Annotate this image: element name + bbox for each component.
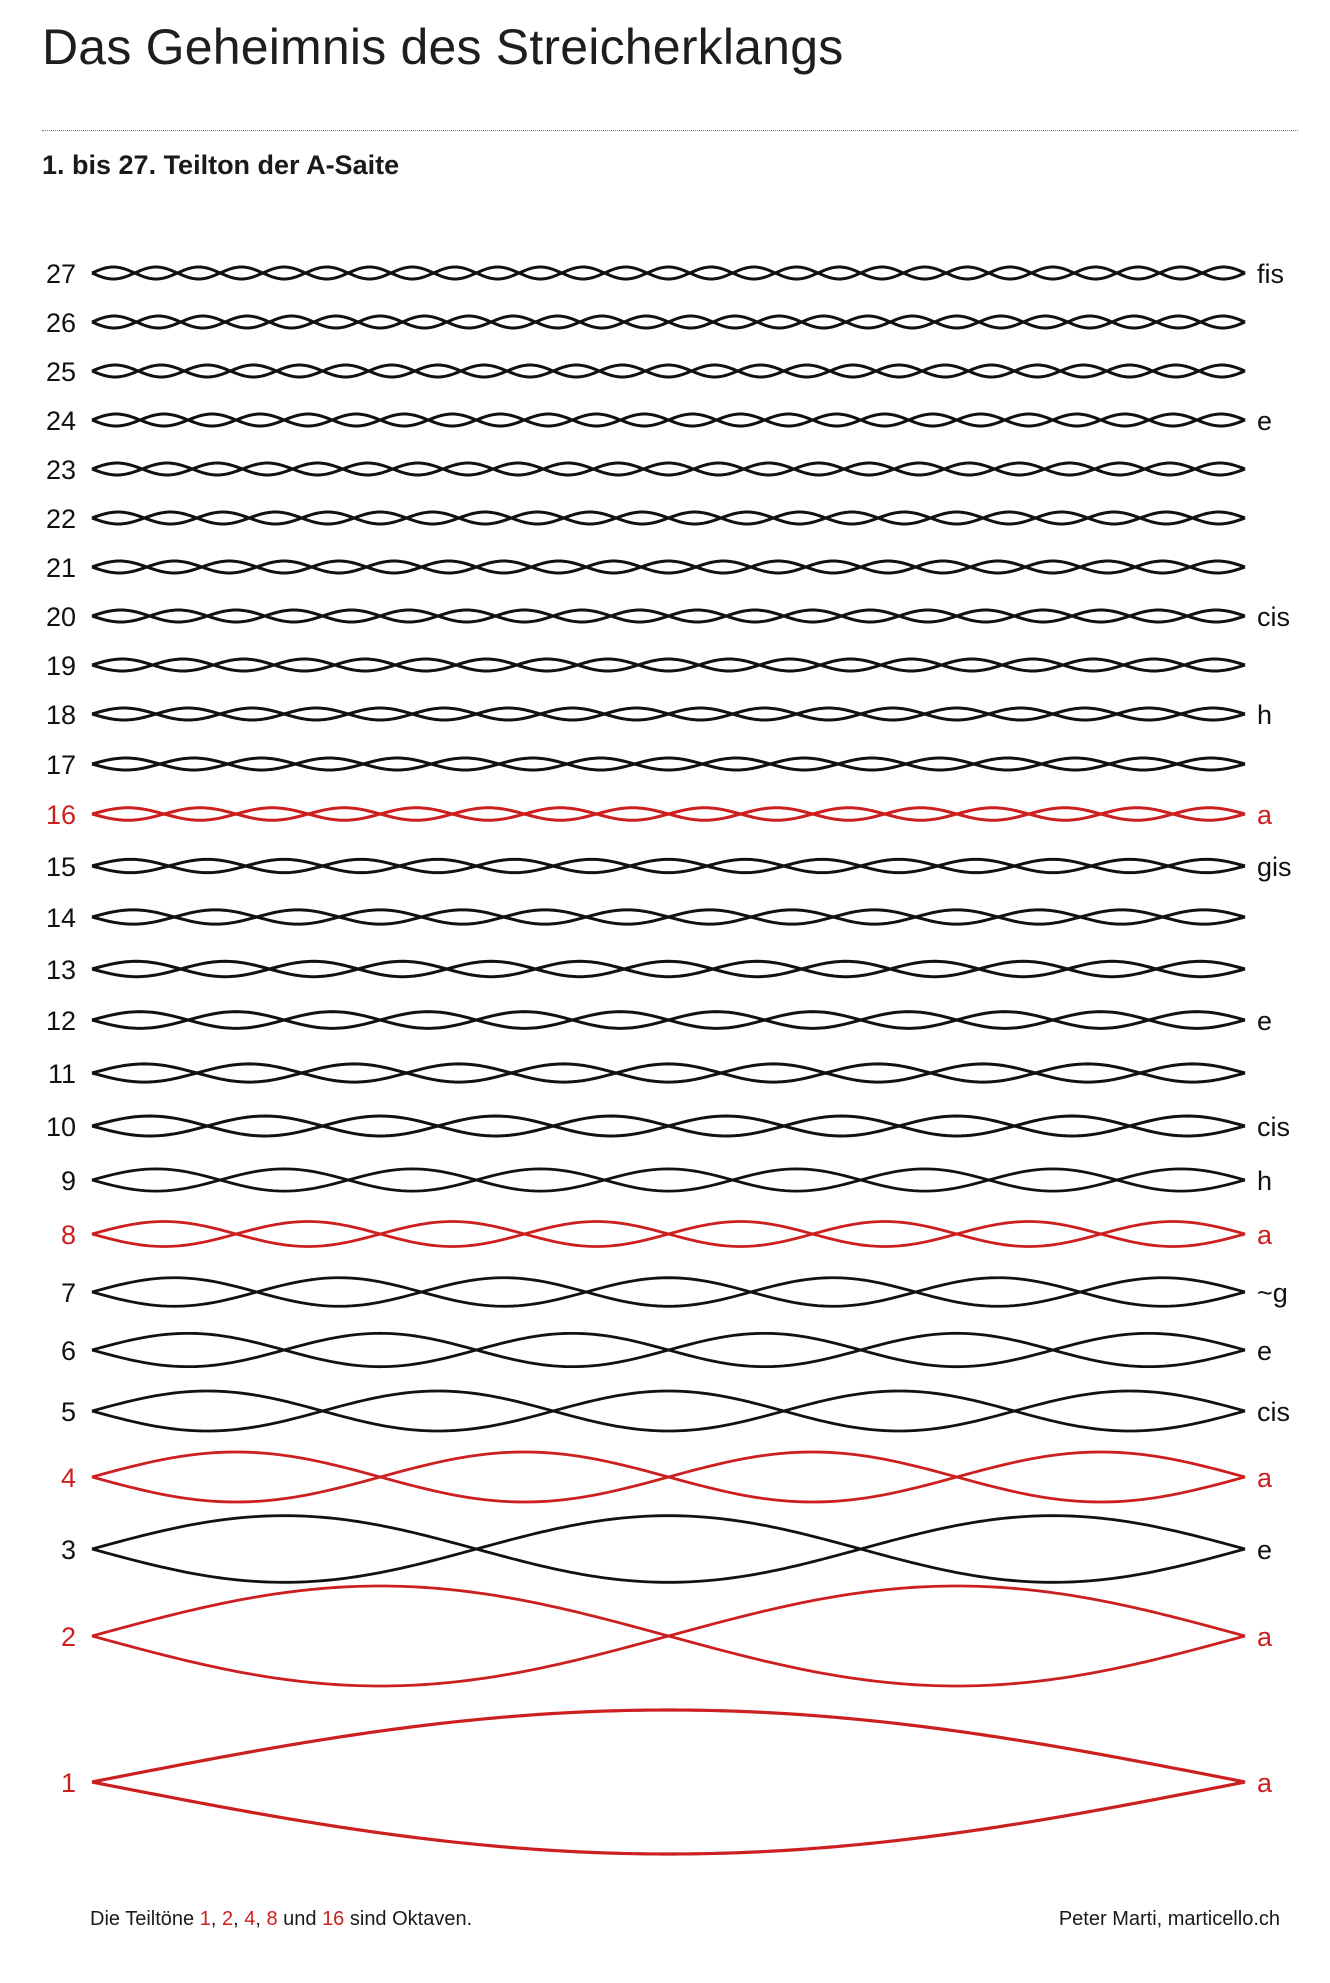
partial-row-23 bbox=[46, 455, 1245, 485]
partial-row-22 bbox=[46, 504, 1245, 534]
partial-row-26 bbox=[46, 308, 1245, 338]
partial-row-10 bbox=[46, 1112, 1290, 1142]
wave-lower bbox=[92, 463, 1245, 475]
partial-number: 25 bbox=[45, 357, 76, 387]
partial-number: 12 bbox=[45, 1006, 76, 1036]
wave-lower bbox=[92, 1169, 1245, 1191]
footnote-und: und bbox=[277, 1908, 323, 1930]
partial-number: 23 bbox=[45, 455, 76, 485]
partial-number: 26 bbox=[45, 308, 76, 338]
footnote-octave-4: 4 bbox=[244, 1908, 256, 1930]
footnote-octave-2: 2 bbox=[221, 1908, 234, 1930]
footnote-octave-8: 8 bbox=[266, 1908, 278, 1930]
note-name: h bbox=[1257, 700, 1273, 730]
partial-row-16 bbox=[46, 800, 1273, 830]
footnote-octave-16: 16 bbox=[322, 1908, 345, 1930]
note-name: cis bbox=[1257, 1397, 1290, 1427]
partial-row-4 bbox=[61, 1452, 1273, 1502]
wave-lower bbox=[92, 1586, 1245, 1686]
partial-number: 22 bbox=[45, 504, 76, 534]
partial-number: 4 bbox=[60, 1463, 76, 1493]
partial-row-19 bbox=[46, 651, 1245, 681]
partial-number: 17 bbox=[45, 750, 76, 780]
note-name: h bbox=[1257, 1166, 1273, 1196]
note-name: e bbox=[1257, 1006, 1273, 1036]
partial-row-18 bbox=[46, 700, 1272, 730]
partial-number: 11 bbox=[47, 1059, 76, 1089]
wave-lower bbox=[92, 758, 1245, 770]
partial-number: 19 bbox=[45, 651, 76, 681]
footnote-sep: , bbox=[233, 1908, 245, 1930]
partial-row-24 bbox=[46, 406, 1272, 436]
wave-lower bbox=[92, 610, 1245, 622]
author-credit: Peter Marti, marticello.ch bbox=[1058, 1908, 1280, 1930]
wave-lower bbox=[92, 1278, 1245, 1307]
wave-upper bbox=[92, 1064, 1245, 1082]
note-name: e bbox=[1257, 1336, 1273, 1366]
partial-number: 8 bbox=[60, 1220, 76, 1250]
partial-number: 16 bbox=[45, 800, 76, 830]
partial-number: 1 bbox=[60, 1768, 76, 1798]
partial-number: 21 bbox=[45, 553, 76, 583]
partial-number: 14 bbox=[45, 903, 76, 933]
note-name: cis bbox=[1257, 602, 1290, 632]
page-title: Das Geheimnis des Streicherklangs bbox=[42, 19, 844, 75]
partial-number: 7 bbox=[60, 1278, 76, 1308]
partial-row-5 bbox=[61, 1391, 1290, 1431]
partial-number: 2 bbox=[60, 1622, 76, 1652]
partial-number: 6 bbox=[60, 1336, 76, 1366]
wave-lower bbox=[92, 1516, 1245, 1583]
wave-lower bbox=[92, 316, 1245, 328]
footnote-sep: , bbox=[210, 1908, 222, 1930]
wave-lower bbox=[92, 961, 1245, 976]
partial-row-8 bbox=[61, 1220, 1273, 1250]
partial-row-2 bbox=[61, 1586, 1273, 1686]
partial-row-14 bbox=[46, 903, 1245, 933]
partial-number: 13 bbox=[45, 955, 76, 985]
partial-row-3 bbox=[61, 1516, 1272, 1583]
partial-row-9 bbox=[61, 1166, 1272, 1196]
wave-lower bbox=[92, 808, 1245, 821]
wave-upper bbox=[92, 463, 1245, 475]
partial-number: 18 bbox=[45, 700, 76, 730]
partial-number: 3 bbox=[60, 1535, 76, 1565]
footnote-suffix: sind Oktaven. bbox=[344, 1908, 473, 1930]
partial-number: 10 bbox=[45, 1112, 76, 1142]
note-name: a bbox=[1257, 1622, 1273, 1652]
octave-footnote bbox=[90, 1908, 472, 1931]
note-name: fis bbox=[1257, 259, 1284, 289]
note-name: a bbox=[1257, 1768, 1273, 1798]
partial-row-12 bbox=[46, 1006, 1272, 1036]
partial-row-25 bbox=[46, 357, 1245, 387]
note-name: e bbox=[1257, 406, 1273, 436]
partial-row-13 bbox=[46, 955, 1245, 985]
partial-number: 20 bbox=[45, 602, 76, 632]
partial-row-17 bbox=[46, 750, 1245, 780]
wave-lower bbox=[92, 1116, 1245, 1136]
footnote-octave-1: 1 bbox=[199, 1908, 211, 1930]
wave-lower bbox=[92, 1782, 1245, 1854]
partial-number: 15 bbox=[45, 852, 76, 882]
wave-lower bbox=[92, 1333, 1245, 1366]
note-name: a bbox=[1257, 800, 1273, 830]
wave-lower bbox=[92, 1452, 1245, 1502]
wave-lower bbox=[92, 1064, 1245, 1082]
diagram-subtitle: 1. bis 27. Teilton der A-Saite bbox=[42, 150, 400, 180]
note-name: e bbox=[1257, 1535, 1273, 1565]
wave-lower bbox=[92, 910, 1245, 924]
partial-row-20 bbox=[46, 602, 1290, 632]
partial-number: 27 bbox=[45, 259, 76, 289]
partial-row-21 bbox=[46, 553, 1245, 583]
partial-number: 5 bbox=[60, 1397, 76, 1427]
partial-row-11 bbox=[48, 1059, 1245, 1089]
wave-upper bbox=[92, 1169, 1245, 1191]
note-name: ~g bbox=[1257, 1278, 1288, 1308]
partial-row-6 bbox=[61, 1333, 1272, 1366]
partial-number: 9 bbox=[60, 1166, 76, 1196]
footnote-prefix: Die Teiltöne bbox=[90, 1908, 200, 1930]
partial-row-1 bbox=[61, 1710, 1273, 1854]
partial-row-15 bbox=[46, 852, 1292, 882]
partial-row-7 bbox=[61, 1278, 1288, 1308]
wave-upper bbox=[92, 1278, 1245, 1307]
wave-upper bbox=[92, 758, 1245, 770]
wave-lower bbox=[92, 267, 1245, 279]
partial-number: 24 bbox=[45, 406, 76, 436]
note-name: cis bbox=[1257, 1112, 1290, 1142]
note-name: a bbox=[1257, 1463, 1273, 1493]
wave-upper bbox=[92, 1710, 1245, 1782]
note-name: a bbox=[1257, 1220, 1273, 1250]
wave-upper bbox=[92, 1516, 1245, 1583]
note-name: gis bbox=[1257, 852, 1292, 882]
footnote-sep: , bbox=[255, 1908, 267, 1930]
partial-row-27 bbox=[46, 259, 1284, 289]
